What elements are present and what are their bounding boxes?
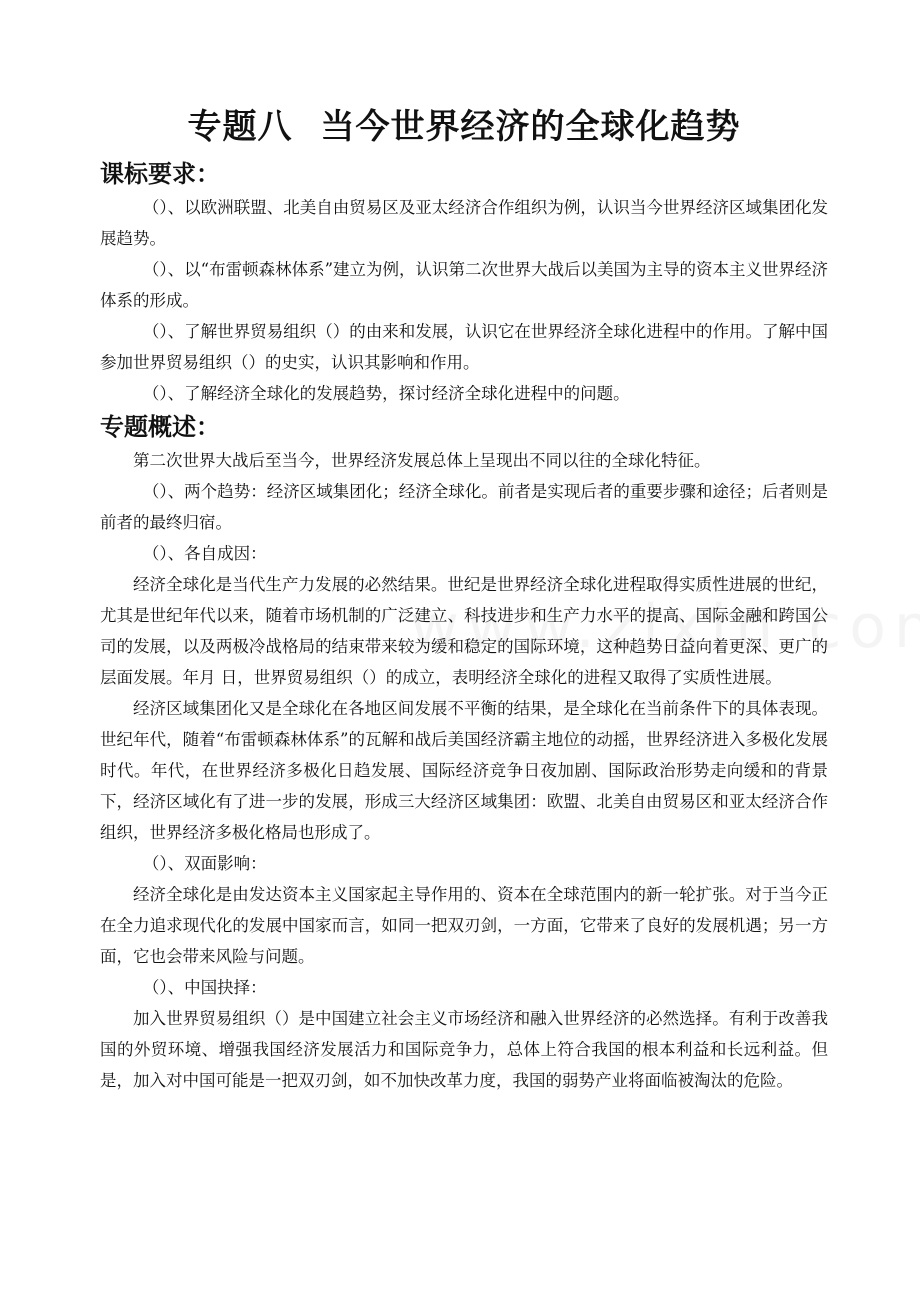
title-topic-name: 当今世界经济的全球化趋势 xyxy=(320,107,741,147)
document-title xyxy=(100,98,828,156)
requirement-item-1: （）、以欧洲联盟、北美自由贸易区及亚太经济合作组织为例，认识当今世界经济区域集团化发展趋势。 xyxy=(100,198,828,248)
requirements-section xyxy=(100,156,828,409)
overview-impact-label: （）、双面影响： xyxy=(142,854,267,873)
requirement-item-3: （）、了解世界贸易组织（）的由来和发展，认识它在世界经济全球化进程中的作用。了解中国参加世界贸易组织（）的史实，认识其影响和作用。 xyxy=(100,322,828,372)
overview-trends: （）、两个趋势：经济区域集团化；经济全球化。前者是实现后者的重要步骤和途径；后者则是前者的最终归宿。 xyxy=(100,482,828,532)
overview-intro: 第二次世界大战后至当今，世界经济发展总体上呈现出不同以往的全球化特征。 xyxy=(133,451,711,470)
overview-china-paragraph: 加入世界贸易组织（）是中国建立社会主义市场经济和融入世界经济的必然选择。有利于改善我国的外贸环境、增强我国经济发展活力和国际竞争力，总体上符合我国的根本利益和长远利益。但是，加入对中国可能是一把双刃剑，如不加快改革力度，我国的弱势产业将面临被淘汰的危险。 xyxy=(100,1009,828,1090)
overview-china-label: （）、中国抉择： xyxy=(142,978,267,997)
overview-causes-paragraph-1: 经济全球化是当代生产力发展的必然结果。世纪是世界经济全球化进程取得实质性进展的世纪，尤其是世纪年代以来，随着市场机制的广泛建立、科技进步和生产力水平的提高、国际金融和跨国公司的发展，以及两极冷战格局的结束带来较为缓和稳定的国际环境，这种趋势日益向着更深、更广的层面发展。年月 日，世界贸易组织（）的成立，表明经济全球化的进程又取得了实质性进展。 xyxy=(100,575,828,687)
overview-causes-paragraph-2: 经济区域集团化又是全球化在各地区间发展不平衡的结果，是全球化在当前条件下的具体表现。世纪年代，随着“布雷顿森林体系”的瓦解和战后美国经济霸主地位的动摇，世界经济进入多极化发展时代。年代，在世界经济多极化日趋发展、国际经济竞争日夜加剧、国际政治形势走向缓和的背景下，经济区域化有了进一步的发展，形成三大经济区域集团：欧盟、北美自由贸易区和亚太经济合作组织，世界经济多极化格局也形成了。 xyxy=(100,699,828,842)
overview-section xyxy=(100,409,828,1096)
requirement-item-4: （）、了解经济全球化的发展趋势，探讨经济全球化进程中的问题。 xyxy=(142,384,630,403)
overview-heading: 专题概述： xyxy=(100,413,220,441)
requirements-heading: 课标要求： xyxy=(100,160,220,188)
overview-impact-paragraph: 经济全球化是由发达资本主义国家起主导作用的、资本在全球范围内的新一轮扩张。对于当今正在全力追求现代化的发展中国家而言，如同一把双刃剑，一方面，它带来了良好的发展机遇；另一方面，它也会带来风险与问题。 xyxy=(100,885,828,966)
title-topic-number: 专题八 xyxy=(187,107,293,147)
requirement-item-2: （）、以“布雷顿森林体系”建立为例，认识第二次世界大战后以美国为主导的资本主义世界经济体系的形成。 xyxy=(100,260,829,310)
overview-causes-label: （）、各自成因： xyxy=(142,544,267,563)
